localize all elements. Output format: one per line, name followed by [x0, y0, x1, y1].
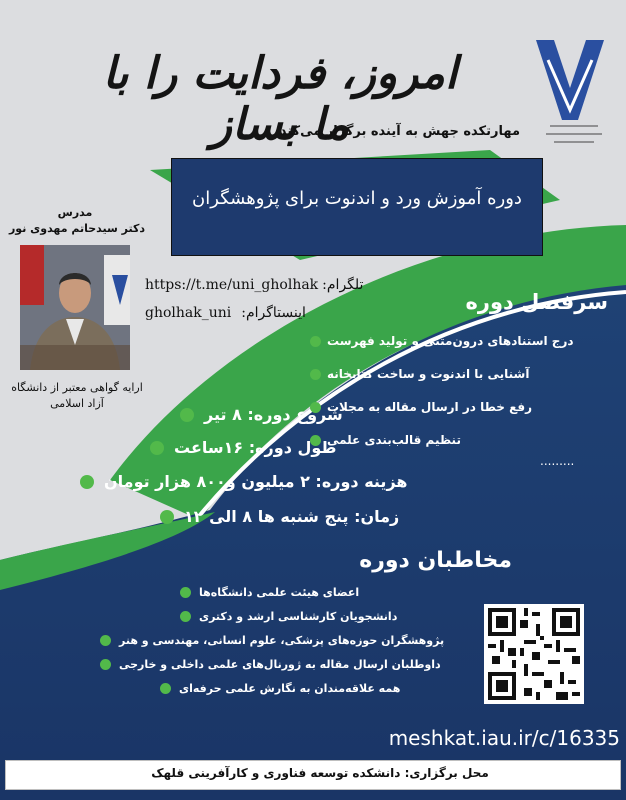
detail-start: شروع دوره: ۸ تیر — [180, 405, 360, 424]
university-logo — [528, 30, 612, 148]
telegram-label: تلگرام: — [322, 277, 364, 293]
bullet-icon — [180, 611, 191, 622]
bullet-icon — [80, 475, 94, 489]
bullet-icon — [100, 659, 111, 670]
slogan: امروز، فردایت را با ما بساز — [102, 48, 458, 150]
instagram-row — [145, 305, 395, 321]
detail-cost: هزینه دوره: ۲ میلیون و۸۰۰ هزار تومان — [80, 472, 420, 491]
bullet-icon — [100, 635, 111, 646]
instagram-label: اینستاگرام: — [241, 305, 306, 321]
bullet-icon — [180, 408, 194, 422]
qr-code-icon[interactable] — [484, 604, 584, 704]
audience-title: مخاطبان دوره — [359, 548, 512, 573]
audience-item: پژوهشگران حوزه‌های پزشکی، علوم انسانی، مهندسی و هنر — [100, 634, 456, 647]
audience-item: دانشجویان کارشناسی ارشد و دکتری — [180, 610, 456, 623]
audience-item: داوطلبان ارسال مقاله به ژورنال‌های علمی داخلی و خارجی — [100, 658, 456, 671]
bullet-icon — [150, 441, 164, 455]
bullet-icon — [160, 683, 171, 694]
venue-text: محل برگزاری: دانشکده توسعه فناوری و کارآفرینی قلهک — [151, 766, 489, 780]
audience-item: اعضای هیئت علمی دانشگاه‌ها — [180, 586, 456, 599]
certificate-line-1: ارایه گواهی معتبر از دانشگاه — [11, 381, 143, 394]
syllabus-item: درج استنادهای درون‌متنی و تولید فهرست — [310, 334, 608, 348]
certificate-note — [2, 380, 152, 412]
instructor-photo — [20, 245, 130, 370]
course-title: دوره آموزش ورد و اندنوت برای پژوهشگران — [192, 188, 522, 209]
syllabus-item: تنظیم قالب‌بندی علمی — [310, 433, 608, 447]
organizer-line: مهارتکده جهش به آینده برگزار می‌کند — [279, 124, 520, 139]
telegram-value[interactable]: https://t.me/uni_gholhak — [145, 277, 319, 293]
syllabus-title: سرفصل دوره — [465, 290, 608, 314]
audience-item: همه علاقه‌مندان به نگارش علمی حرفه‌ای — [160, 682, 456, 695]
telegram-row — [145, 277, 395, 293]
detail-time: زمان: پنج شنبه ها ۸ الی ۱۲ — [160, 507, 460, 526]
instructor-label: مدرس — [57, 206, 93, 219]
bullet-icon — [160, 510, 174, 524]
instructor-name: دکتر سیدحاتم مهدوی نور — [8, 222, 146, 235]
syllabus-item: رفع خطا در ارسال مقاله به مجلات — [310, 400, 608, 414]
syllabus-item: آشنایی با اندنوت و ساخت کتابخانه — [310, 367, 608, 381]
detail-duration: طول دوره: ۱۶ساعت — [150, 438, 390, 457]
bullet-icon — [310, 336, 321, 347]
bullet-icon — [180, 587, 191, 598]
bullet-icon — [310, 369, 321, 380]
certificate-line-2: آزاد اسلامی — [50, 397, 104, 410]
instagram-value[interactable]: gholhak_uni — [145, 305, 232, 321]
syllabus-more: ......... — [540, 454, 575, 468]
course-url[interactable]: meshkat.iau.ir/c/16335 — [388, 726, 620, 750]
